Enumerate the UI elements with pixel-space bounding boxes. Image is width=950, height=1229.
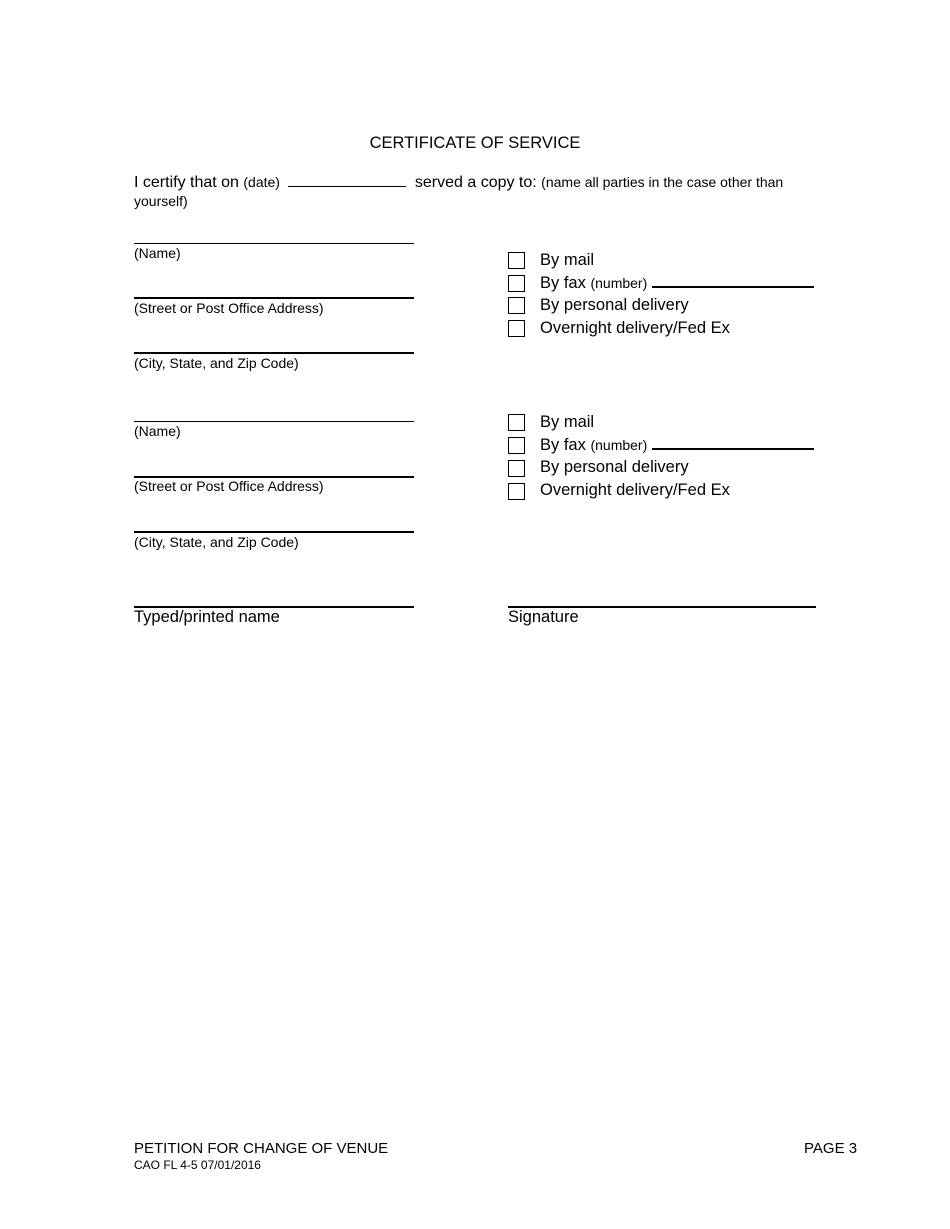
served-text: served a copy to: — [414, 174, 537, 191]
party1-personal-checkbox[interactable] — [508, 297, 525, 314]
party2-personal-label: By personal delivery — [540, 458, 689, 476]
party2-fax-hint: (number) — [590, 437, 648, 453]
date-hint: (date) — [243, 174, 280, 190]
instruction-text: (name all parties in the case other than — [541, 174, 784, 190]
footer-form-code: CAO FL 4-5 07/01/2016 — [134, 1158, 261, 1172]
party2-city-label: (City, State, and Zip Code) — [134, 534, 299, 550]
party2-fax-checkbox[interactable] — [508, 437, 525, 454]
party2-name-line[interactable] — [134, 421, 414, 422]
party1-street-label: (Street or Post Office Address) — [134, 300, 324, 316]
party2-mail-label: By mail — [540, 413, 595, 431]
party1-mail-label: By mail — [540, 251, 595, 269]
footer-form-title: PETITION FOR CHANGE OF VENUE — [134, 1140, 389, 1157]
party2-street-label: (Street or Post Office Address) — [134, 478, 324, 494]
party2-mail-checkbox[interactable] — [508, 414, 525, 431]
party2-fax-number-field[interactable] — [652, 436, 814, 450]
instruction-continued: yourself) — [134, 193, 188, 209]
party2-name-label: (Name) — [134, 423, 181, 439]
party1-overnight-checkbox[interactable] — [508, 320, 525, 337]
party1-mail-checkbox[interactable] — [508, 252, 525, 269]
date-field[interactable] — [288, 174, 406, 187]
party1-fax-hint: (number) — [590, 275, 648, 291]
party2-city-line[interactable] — [134, 531, 414, 533]
party1-name-line[interactable] — [134, 243, 414, 244]
certify-lead: I certify that on — [134, 174, 239, 191]
party2-overnight-label: Overnight delivery/Fed Ex — [540, 481, 730, 499]
signature-label: Signature — [508, 608, 579, 626]
party2-fax-label: By fax — [540, 436, 586, 454]
party1-city-line[interactable] — [134, 352, 414, 354]
party1-personal-label: By personal delivery — [540, 296, 689, 314]
party1-fax-label: By fax — [540, 274, 586, 292]
party1-fax-number-field[interactable] — [652, 274, 814, 288]
party1-fax-checkbox[interactable] — [508, 275, 525, 292]
party1-name-label: (Name) — [134, 245, 181, 261]
typed-name-label: Typed/printed name — [134, 608, 280, 626]
party2-fax-option — [540, 436, 814, 455]
party1-fax-option — [540, 274, 814, 293]
party1-overnight-label: Overnight delivery/Fed Ex — [540, 319, 730, 337]
party2-overnight-checkbox[interactable] — [508, 483, 525, 500]
document-title: CERTIFICATE OF SERVICE — [369, 134, 581, 152]
party1-city-label: (City, State, and Zip Code) — [134, 355, 299, 371]
party2-personal-checkbox[interactable] — [508, 460, 525, 477]
certify-statement — [134, 174, 783, 192]
party1-street-line[interactable] — [134, 297, 414, 299]
footer-page-number: PAGE 3 — [804, 1140, 858, 1157]
